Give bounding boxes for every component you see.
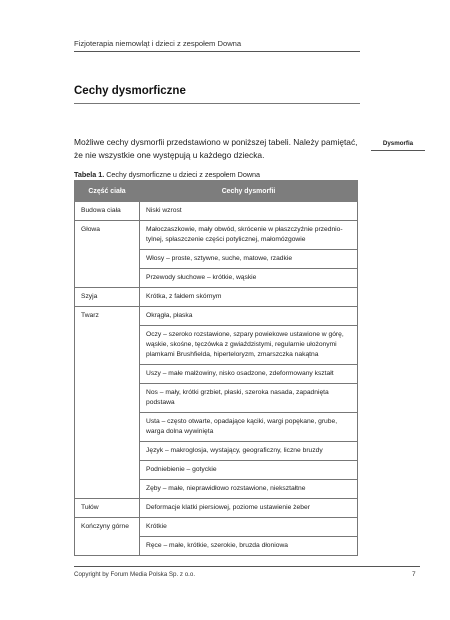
table-row — [75, 288, 358, 307]
feature-cell: Oczy – szeroko rozstawione, szpary powiekowe ustawione w górę, wąskie, skośne, tęczówka z gwiaździstymi, regularnie ułożonymi plamkami Brushfielda, hiperteloryzm, zmarszczka nakątna — [140, 326, 358, 365]
feature-cell: Podniebienie – gotyckie — [140, 461, 358, 480]
footer-copyright: Copyright by Forum Media Polska Sp. z o.o. — [74, 571, 196, 578]
section-title: Cechy dysmorficzne — [74, 85, 186, 97]
table-row — [75, 518, 358, 537]
feature-cell: Małoczaszkowie, mały obwód, skrócenie w płaszczyźnie przednio-tylnej, spłaszczenie części potylicznej, małomózgowie — [140, 221, 358, 250]
header-rule — [74, 51, 360, 52]
dysmorphic-features-table — [74, 180, 358, 556]
page-number: 7 — [412, 571, 416, 578]
feature-cell: Deformacje klatki piersiowej, poziome ustawienie żeber — [140, 499, 358, 518]
running-head: Fizjoterapia niemowląt i dzieci z zespołem Downa — [74, 39, 242, 48]
table-caption-label: Tabela 1. — [74, 170, 105, 179]
feature-cell: Nos – mały, krótki grzbiet, płaski, szeroka nasada, zapadnięta podstawa — [140, 384, 358, 413]
feature-cell: Usta – często otwarte, opadające kąciki, wargi popękane, grube, warga dolna wywinięta — [140, 413, 358, 442]
feature-cell: Okrągła, płaska — [140, 307, 358, 326]
feature-cell: Język – makroglosja, wystający, geograficzny, liczne bruzdy — [140, 442, 358, 461]
title-rule — [74, 103, 360, 104]
header-body-part: Część ciała — [75, 181, 140, 202]
header-features: Cechy dysmorfii — [140, 181, 358, 202]
table-caption-text: Cechy dysmorficzne u dzieci z zespołem Downa — [104, 170, 261, 179]
footer-rule — [74, 566, 420, 567]
feature-cell: Krótkie — [140, 518, 358, 537]
body-part-cell: Szyja — [75, 288, 140, 307]
feature-cell: Ręce – małe, krótkie, szerokie, bruzda dłoniowa — [140, 537, 358, 556]
table-row — [75, 221, 358, 250]
margin-note: Dysmorfia — [371, 140, 425, 151]
feature-cell: Włosy – proste, sztywne, suche, matowe, rzadkie — [140, 250, 358, 269]
table-row — [75, 307, 358, 326]
feature-cell: Zęby – małe, nieprawidłowo rozstawione, niekształtne — [140, 480, 358, 499]
body-part-cell: Budowa ciała — [75, 202, 140, 221]
table-header-row — [75, 181, 358, 202]
table-caption — [74, 170, 260, 179]
table-body — [75, 202, 358, 556]
feature-cell: Krótka, z fałdem skórnym — [140, 288, 358, 307]
body-part-cell: Głowa — [75, 221, 140, 288]
body-part-cell: Kończyny górne — [75, 518, 140, 556]
feature-cell: Niski wzrost — [140, 202, 358, 221]
feature-cell: Uszy – małe małżowiny, nisko osadzone, zdeformowany kształt — [140, 365, 358, 384]
feature-cell: Przewody słuchowe – krótkie, wąskie — [140, 269, 358, 288]
table-row — [75, 499, 358, 518]
body-part-cell: Tułów — [75, 499, 140, 518]
body-part-cell: Twarz — [75, 307, 140, 499]
table-row — [75, 202, 358, 221]
intro-paragraph: Możliwe cechy dysmorfii przedstawiono w poniższej tabeli. Należy pamiętać, że nie wszystkie one występują u każdego dziecka. — [74, 137, 358, 160]
